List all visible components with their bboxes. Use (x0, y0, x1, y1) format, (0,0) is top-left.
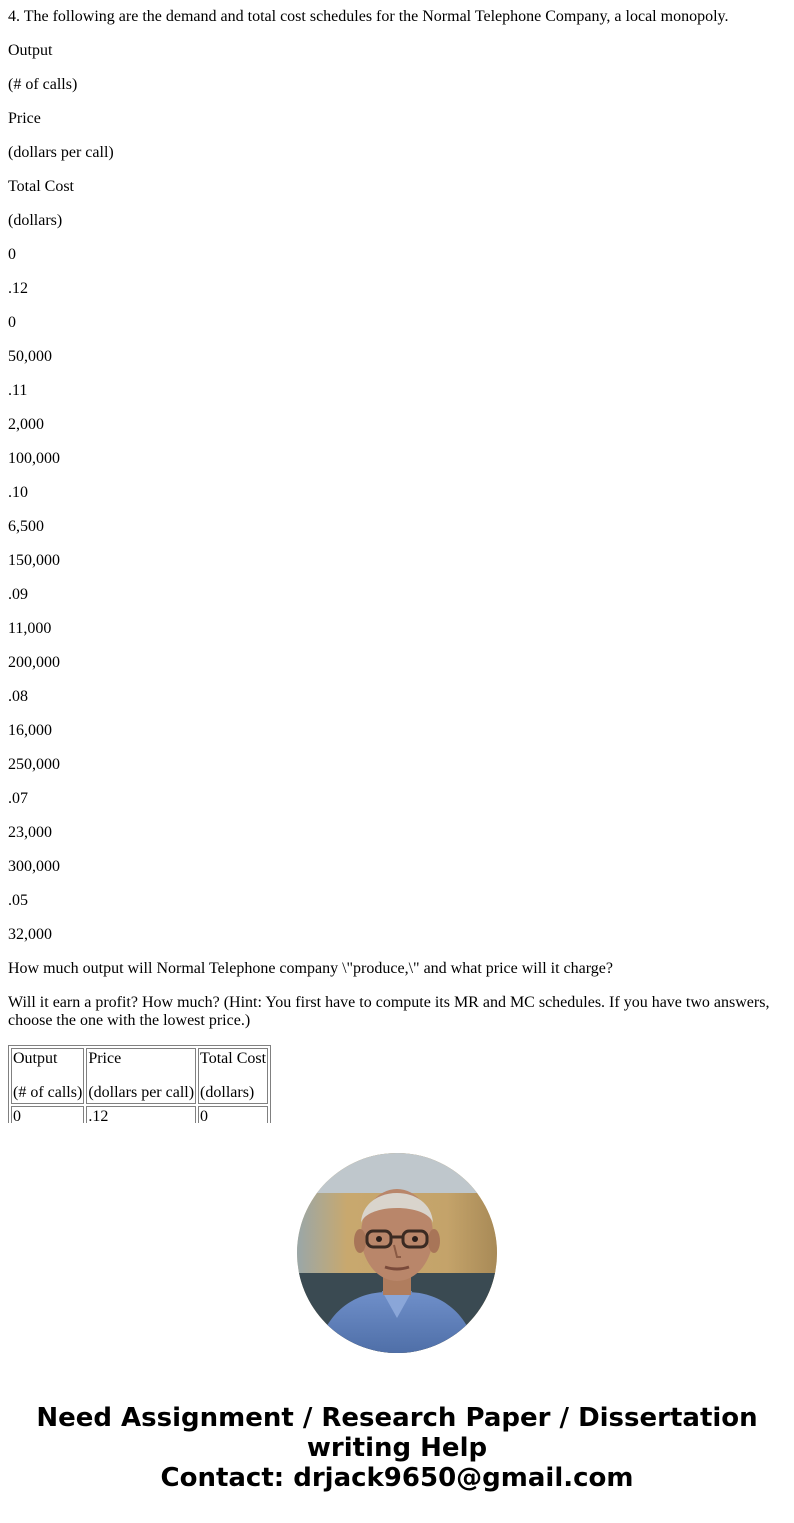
table-cell-output: 0 (11, 1106, 84, 1123)
footer-line-2: writing Help (306, 1433, 488, 1463)
row-2-price: .11 (8, 382, 28, 399)
row-5-price: .08 (8, 688, 28, 705)
question-intro: 4. The following are the demand and total cost schedules for the Normal Telephone Company, a local monopoly. (8, 8, 729, 25)
table-header-output-unit: (# of calls) (13, 1084, 83, 1101)
table-header-output (11, 1048, 84, 1104)
question-1: How much output will Normal Telephone company \"produce,\" and what price will it charge? (8, 960, 613, 977)
table-header-output-label: Output (13, 1050, 58, 1067)
row-6-price: .07 (8, 790, 28, 807)
header-total-cost-unit: (dollars) (8, 212, 63, 229)
header-price-unit: (dollars per call) (8, 144, 114, 161)
row-6-output: 250,000 (8, 756, 60, 773)
schedule-table (8, 1045, 271, 1123)
table-cell-price: .12 (86, 1106, 196, 1123)
row-5-cost: 16,000 (8, 722, 52, 739)
avatar-portrait (297, 1153, 497, 1353)
row-3-cost: 6,500 (8, 518, 44, 535)
footer-contact: Contact: drjack9650@gmail.com (160, 1463, 634, 1493)
header-output: Output (8, 42, 53, 59)
row-4-cost: 11,000 (8, 620, 52, 637)
question-2: Will it earn a profit? How much? (Hint: You first have to compute its MR and MC schedules. If you have two answers, choose the one with the lowest price.) (8, 994, 770, 1029)
row-4-price: .09 (8, 586, 28, 603)
row-3-price: .10 (8, 484, 28, 501)
row-1-output: 0 (8, 246, 16, 263)
row-4-output: 150,000 (8, 552, 60, 569)
row-2-output: 50,000 (8, 348, 52, 365)
table-header-price-label: Price (88, 1050, 122, 1067)
header-output-unit: (# of calls) (8, 76, 78, 93)
footer-line-1: Need Assignment / Research Paper / Dissertation (36, 1403, 758, 1433)
table-cell-total-cost: 0 (198, 1106, 268, 1123)
table-header-total-cost-label: Total Cost (200, 1050, 267, 1067)
header-total-cost: Total Cost (8, 178, 74, 195)
row-2-cost: 2,000 (8, 416, 44, 433)
row-7-price: .05 (8, 892, 28, 909)
header-price: Price (8, 110, 41, 127)
table-header-price-unit: (dollars per call) (88, 1084, 195, 1101)
table-header-row (11, 1048, 268, 1104)
footer-banner (0, 1403, 794, 1493)
table-header-total-cost (198, 1048, 268, 1104)
row-3-output: 100,000 (8, 450, 60, 467)
avatar (297, 1153, 497, 1353)
table-header-total-cost-unit: (dollars) (200, 1084, 255, 1101)
row-7-cost: 32,000 (8, 926, 52, 943)
row-7-output: 300,000 (8, 858, 60, 875)
table-row (11, 1106, 268, 1123)
row-1-cost: 0 (8, 314, 16, 331)
row-6-cost: 23,000 (8, 824, 52, 841)
table-header-price (86, 1048, 196, 1104)
question-content (8, 0, 786, 1030)
schedule-table-container (8, 1045, 308, 1123)
row-1-price: .12 (8, 280, 28, 297)
row-5-output: 200,000 (8, 654, 60, 671)
